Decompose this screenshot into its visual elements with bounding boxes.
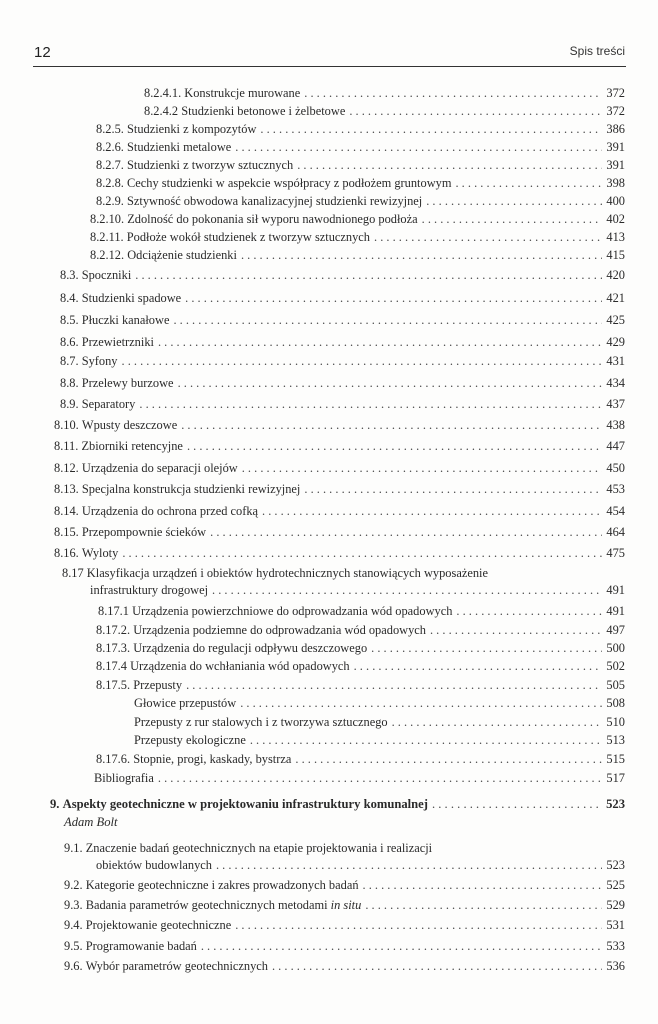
- toc-entry: 8.17.1 Urządzenia powierzchniowe do odprowadzania wód opadowych . . . 491: [98, 604, 625, 619]
- toc-entry: Przepusty ekologiczne . . . 513: [134, 733, 625, 748]
- toc-entry: 8.11. Zbiorniki retencyjne . . . 447: [54, 439, 625, 454]
- toc-entry: 8.2.8. Cechy studzienki w aspekcie współpracy z podłożem gruntowym . . . 398: [96, 176, 625, 191]
- toc-entry: 8.17.2. Urządzenia podziemne do odprowadzania wód opadowych . . . 497: [96, 623, 625, 638]
- toc-entry: 8.17.6. Stopnie, progi, kaskady, bystrza . . . 515: [96, 752, 625, 767]
- toc-entry: 9.6. Wybór parametrów geotechnicznych . . . 536: [64, 959, 625, 974]
- toc-entry: 8.3. Spoczniki . . . 420: [60, 268, 625, 283]
- toc-entry: 8.17.3. Urządzenia do regulacji odpływu deszczowego . . . 500: [96, 641, 625, 656]
- toc-entry: 8.12. Urządzenia do separacji olejów . . . 450: [54, 461, 625, 476]
- toc-entry: 9.3. Badania parametrów geotechnicznych metodami in situ . . . 529: [64, 898, 625, 913]
- toc-entry: 8.17.4 Urządzenia do wchłaniania wód opadowych . . . 502: [96, 659, 625, 674]
- toc-entry: 9.2. Kategorie geotechniczne i zakres prowadzonych badań . . . 525: [64, 878, 625, 893]
- header-rule: [33, 66, 626, 67]
- toc-entry: 8.15. Przepompownie ścieków . . . 464: [54, 525, 625, 540]
- toc-entry: 8.10. Wpusty deszczowe . . . 438: [54, 418, 625, 433]
- toc-entry: Głowice przepustów . . . 508: [134, 696, 625, 711]
- toc-entry: 8.2.12. Odciążenie studzienki . . . 415: [90, 248, 625, 263]
- toc-entry: 8.2.11. Podłoże wokół studzienek z tworzyw sztucznych . . . 413: [90, 230, 625, 245]
- toc-entry: 8.7. Syfony . . . 431: [60, 354, 625, 369]
- toc-entry: Bibliografia . . . 517: [94, 771, 625, 786]
- toc-entry: 9.4. Projektowanie geotechniczne . . . 531: [64, 918, 625, 933]
- toc-entry: 8.17 Klasyfikacja urządzeń i obiektów hydrotechnicznych stanowiących wyposażenie infrastruktury drogowej . . . 491: [62, 566, 625, 598]
- chapter-author: Adam Bolt: [64, 815, 118, 829]
- toc-entry: 8.9. Separatory . . . 437: [60, 397, 625, 412]
- toc-entry: 9.1. Znaczenie badań geotechnicznych na etapie projektowania i realizacji obiektów budowlanych . . . 523: [64, 841, 625, 873]
- toc-entry: 8.2.7. Studzienki z tworzyw sztucznych . . . 391: [96, 158, 625, 173]
- toc-entry: 8.2.10. Zdolność do pokonania sił wyporu nawodnionego podłoża . . . 402: [90, 212, 625, 227]
- page-number: 12: [34, 44, 51, 61]
- toc-entry: 8.17.5. Przepusty . . . 505: [96, 678, 625, 693]
- toc-entry: 9.5. Programowanie badań . . . 533: [64, 939, 625, 954]
- toc-entry: 8.2.4.1. Konstrukcje murowane . . . 372: [144, 86, 625, 101]
- toc-entry: 8.2.5. Studzienki z kompozytów . . . 386: [96, 122, 625, 137]
- toc-entry: 8.6. Przewietrzniki . . . 429: [60, 335, 625, 350]
- toc-entry: 8.8. Przelewy burzowe . . . 434: [60, 376, 625, 391]
- toc-entry: 8.2.9. Sztywność obwodowa kanalizacyjnej studzienki rewizyjnej . . . 400: [96, 194, 625, 209]
- toc-chapter-entry: 9. Aspekty geotechniczne w projektowaniu infrastruktury komunalnej . . . 523: [50, 797, 625, 812]
- toc-entry: 8.4. Studzienki spadowe . . . 421: [60, 291, 625, 306]
- running-header-title: Spis treści: [569, 44, 625, 58]
- toc-entry: Przepusty z rur stalowych i z tworzywa sztucznego . . . 510: [134, 715, 625, 730]
- toc-entry: 8.16. Wyloty . . . 475: [54, 546, 625, 561]
- toc-entry: 8.5. Płuczki kanałowe . . . 425: [60, 313, 625, 328]
- toc-entry: 8.2.6. Studzienki metalowe . . . 391: [96, 140, 625, 155]
- toc-entry: 8.14. Urządzenia do ochrona przed cofką . . . 454: [54, 504, 625, 519]
- toc-entry: 8.2.4.2 Studzienki betonowe i żelbetowe . . . 372: [144, 104, 625, 119]
- toc-entry: 8.13. Specjalna konstrukcja studzienki rewizyjnej . . . 453: [54, 482, 625, 497]
